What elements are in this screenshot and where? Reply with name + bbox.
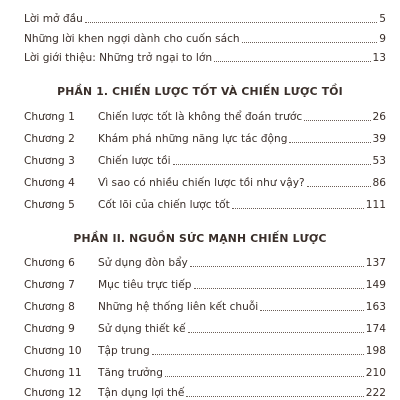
chapter-number: Chương 9 (24, 323, 75, 335)
chapter-number: Chương 11 (24, 367, 82, 379)
dot-leader (242, 42, 378, 43)
chapter-page: 174 (365, 323, 386, 335)
toc-entry-chapter-9[interactable] (24, 320, 386, 336)
chapter-title: Những hệ thống liên kết chuỗi (98, 301, 259, 313)
chapter-number: Chương 12 (24, 387, 82, 399)
dot-leader (186, 396, 363, 397)
chapter-title: Tăng trưởng (98, 367, 163, 379)
toc-entry-chapter-12[interactable] (24, 384, 386, 400)
chapter-title: Cốt lõi của chiến lược tốt (98, 199, 230, 211)
toc-entry-chapter-4[interactable] (24, 174, 386, 190)
toc-entry-chapter-1[interactable] (24, 108, 386, 124)
dot-leader (194, 288, 364, 289)
chapter-number: Chương 5 (24, 199, 75, 211)
toc-entry-title: Lời mở đầu (24, 13, 83, 25)
chapter-page: 53 (372, 155, 386, 167)
toc-entry-chapter-6[interactable] (24, 254, 386, 270)
part-heading-1: PHẦN 1. CHIẾN LƯỢC TỐT VÀ CHIẾN LƯỢC TỒI (57, 85, 343, 98)
chapter-title: Sử dụng đòn bẩy (98, 257, 188, 269)
chapter-page: 210 (365, 367, 386, 379)
chapter-number: Chương 2 (24, 133, 75, 145)
dot-leader (214, 61, 370, 62)
dot-leader (165, 376, 364, 377)
dot-leader (85, 22, 377, 23)
toc-entry-praise[interactable] (24, 30, 386, 46)
toc-entry-chapter-3[interactable] (24, 152, 386, 168)
toc-entry-chapter-10[interactable] (24, 342, 386, 358)
chapter-number: Chương 8 (24, 301, 75, 313)
chapter-number: Chương 1 (24, 111, 75, 123)
chapter-number: Chương 3 (24, 155, 75, 167)
chapter-title: Chiến lược tồi (98, 155, 171, 167)
toc-entry-preface[interactable] (24, 10, 386, 26)
chapter-title: Mục tiêu trực tiếp (98, 279, 192, 291)
chapter-number: Chương 6 (24, 257, 75, 269)
part-heading-2: PHẦN II. NGUỒN SỨC MẠNH CHIẾN LƯỢC (73, 232, 327, 245)
toc-entry-page: 9 (379, 33, 386, 45)
dot-leader (260, 310, 364, 311)
dot-leader (173, 164, 371, 165)
chapter-number: Chương 7 (24, 279, 75, 291)
chapter-page: 39 (372, 133, 386, 145)
toc-entry-chapter-7[interactable] (24, 276, 386, 292)
chapter-page: 137 (365, 257, 386, 269)
toc-entry-chapter-11[interactable] (24, 364, 386, 380)
chapter-title: Tận dụng lợi thế (98, 387, 185, 399)
toc-entry-title: Lời giới thiệu: Những trở ngại to lớn (24, 52, 213, 64)
dot-leader (152, 354, 364, 355)
chapter-title: Chiến lược tốt là không thể đoán trước (98, 111, 303, 123)
toc-entry-chapter-5[interactable] (24, 196, 386, 212)
chapter-page: 26 (372, 111, 386, 123)
chapter-title: Khám phá những năng lực tác động (98, 133, 288, 145)
chapter-page: 111 (365, 199, 386, 211)
toc-entry-chapter-2[interactable] (24, 130, 386, 146)
dot-leader (232, 208, 364, 209)
toc-entry-page: 13 (372, 52, 386, 64)
chapter-page: 198 (365, 345, 386, 357)
chapter-number: Chương 4 (24, 177, 75, 189)
toc-entry-title: Những lời khen ngợi dành cho cuốn sách (24, 33, 240, 45)
chapter-page: 222 (365, 387, 386, 399)
chapter-page: 163 (365, 301, 386, 313)
dot-leader (289, 142, 370, 143)
toc-entry-introduction[interactable] (24, 49, 386, 65)
toc-entry-chapter-8[interactable] (24, 298, 386, 314)
chapter-title: Vì sao có nhiều chiến lược tồi như vậy? (98, 177, 305, 189)
dot-leader (304, 120, 370, 121)
chapter-number: Chương 10 (24, 345, 82, 357)
chapter-title: Tập trung (98, 345, 150, 357)
chapter-title: Sử dụng thiết kế (98, 323, 186, 335)
toc-entry-page: 5 (379, 13, 386, 25)
chapter-page: 86 (372, 177, 386, 189)
dot-leader (190, 266, 364, 267)
dot-leader (188, 332, 364, 333)
chapter-page: 149 (365, 279, 386, 291)
dot-leader (307, 186, 371, 187)
